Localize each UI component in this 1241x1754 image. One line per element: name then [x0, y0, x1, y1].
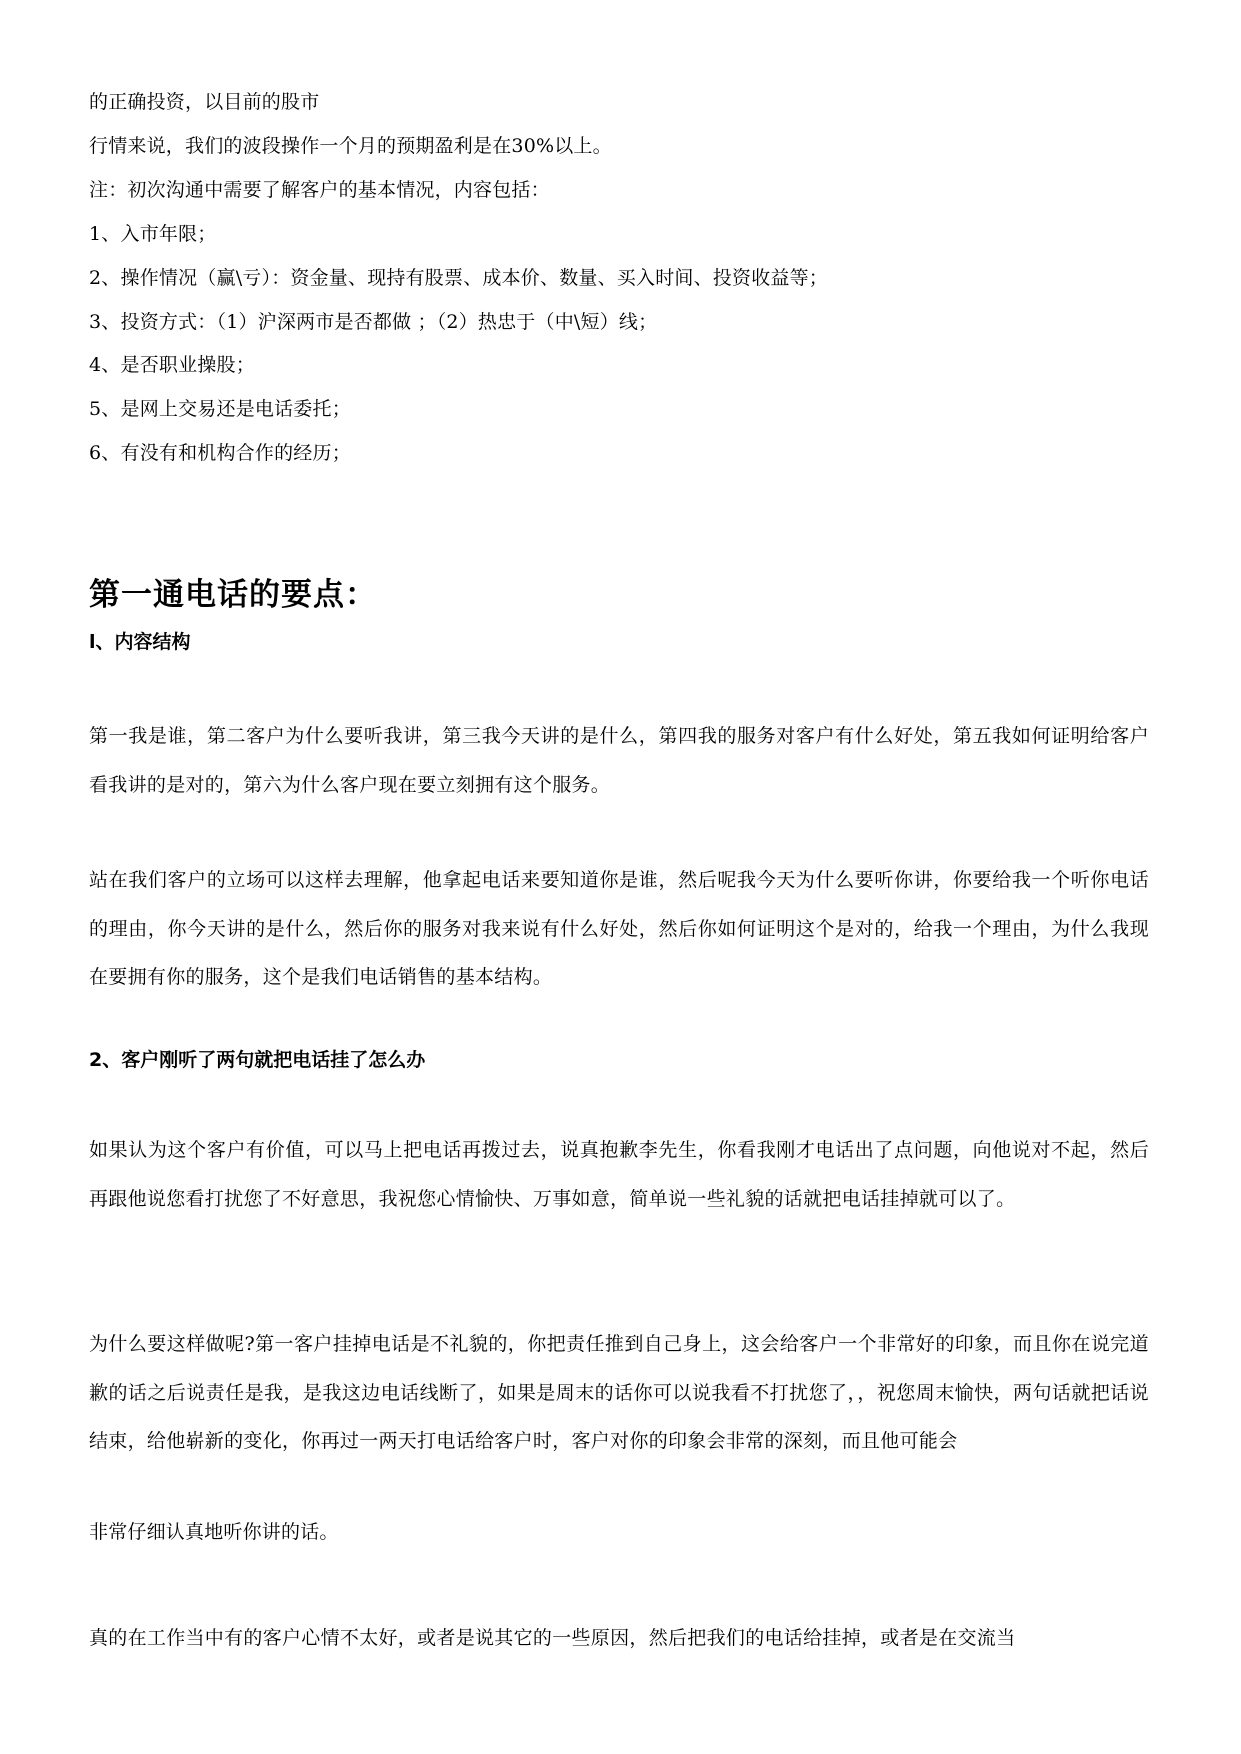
list-item: 1、入市年限；	[89, 223, 217, 245]
intro-line-2: 行情来说，我们的波段操作一个月的预期盈利是在30%以上。	[89, 135, 612, 157]
paragraph: 如果认为这个客户有价值，可以马上把电话再拨过去，说真抱歉李先生，你看我刚才电话出了点问题，向他说对不起，然后再跟他说您看打扰您了不好意思，我祝您心情愉快、万事如意，简单说一些礼貌的话就把电话挂掉就可以了。	[89, 1139, 1149, 1210]
paragraph: 第一我是谁，第二客户为什么要听我讲，第三我今天讲的是什么，第四我的服务对客户有什么好处，第五我如何证明给客户看我讲的是对的，第六为什么客户现在要立刻拥有这个服务。	[89, 725, 1149, 796]
paragraph: 站在我们客户的立场可以这样去理解，他拿起电话来要知道你是谁，然后呢我今天为什么要听你讲，你要给我一个听你电话的理由，你今天讲的是什么，然后你的服务对我来说有什么好处，然后你如何证明这个是对的，给我一个理由，为什么我现在要拥有你的服务，这个是我们电话销售的基本结构。	[89, 869, 1149, 988]
intro-line-1: 的正确投资，以目前的股市	[89, 91, 320, 113]
list-item: 3、投资方式：（1）沪深两市是否都做 ；（2）热忠于（中\短）线；	[89, 311, 658, 333]
section-heading: 第一通电话的要点：	[89, 577, 377, 613]
list-item: 6、有没有和机构合作的经历；	[89, 442, 351, 464]
list-item: 5、是网上交易还是电话委托；	[89, 398, 351, 420]
intro-note: 注：初次沟通中需要了解客户的基本情况，内容包括：	[89, 179, 550, 201]
paragraph: 真的在工作当中有的客户心情不太好，或者是说其它的一些原因，然后把我们的电话给挂掉，或者是在交流当	[89, 1627, 1016, 1649]
paragraph: 为什么要这样做呢?第一客户挂掉电话是不礼貌的，你把责任推到自己身上，这会给客户一个非常好的印象，而且你在说完道歉的话之后说责任是我，是我这边电话线断了，如果是周末的话你可以说我看不打扰您了，，祝您周末愉快，两句话就把话说结束，给他崭新的变化，你再过一两天打电话给客户时，客户对你的印象会非常的深刻，而且他可能会	[89, 1333, 1149, 1452]
subsection-title-2: 2、客户刚听了两句就把电话挂了怎么办	[89, 1049, 426, 1071]
paragraph-tail: 非常仔细认真地听你讲的话。	[89, 1521, 339, 1543]
list-item: 4、是否职业操股；	[89, 354, 255, 376]
list-item: 2、操作情况（赢\亏）：资金量、现持有股票、成本价、数量、买入时间、投资收益等；	[89, 267, 828, 289]
subsection-title-1: l、内容结构	[89, 631, 191, 653]
